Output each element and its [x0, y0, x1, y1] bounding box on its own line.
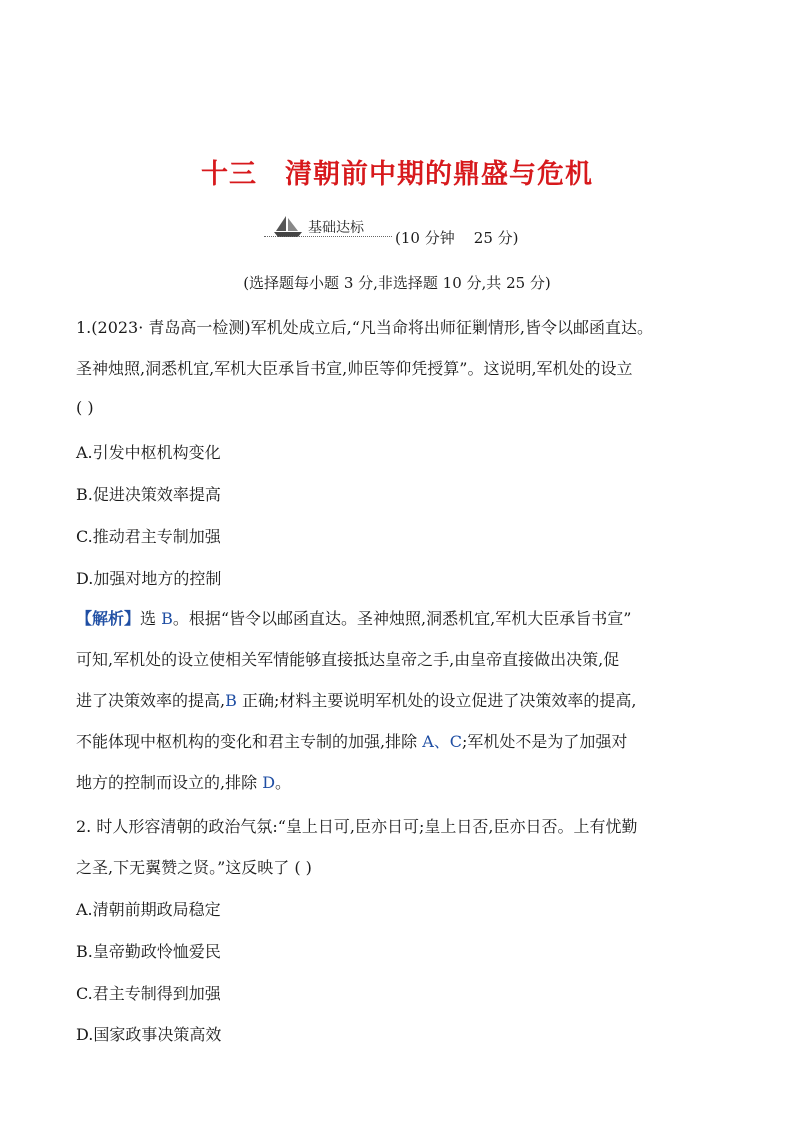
analysis-text: 正确;材料主要说明军机处的设立促进了决策效率的提高,	[236, 691, 637, 710]
q2-stem-line-2: 之圣,下无翼赞之贤。”这反映了 ( )	[76, 858, 312, 877]
sailboat-icon	[272, 214, 306, 238]
q1-analysis-line-3	[76, 688, 726, 711]
q2-option-a: A.清朝前期政局稳定	[76, 900, 221, 919]
analysis-text: 地方的控制而设立的,排除	[76, 773, 263, 792]
q1-stem-line-2: 圣神烛照,洞悉机宜,军机大臣承旨书宣,帅臣等仰凭授算”。这说明,军机处的设立	[76, 359, 633, 378]
q1-option-c: C.推动君主专制加强	[76, 527, 221, 546]
q1-stem-line-1: 1.(2023· 青岛高一检测)军机处成立后,“凡当命将出师征剿情形,皆令以邮函直达。	[76, 318, 653, 337]
q1-option-b: B.促进决策效率提高	[76, 485, 221, 504]
analysis-text: 。根据“皆令以邮函直达。圣神烛照,洞悉机宜,军机大臣承旨书宣”	[172, 609, 632, 628]
q1-option-d: D.加强对地方的控制	[76, 569, 222, 588]
analysis-text: ;军机处不是为了加强对	[462, 732, 628, 751]
q1-answer-blank: ( )	[76, 398, 94, 417]
section-header	[262, 214, 562, 250]
analysis-text: 选	[140, 609, 162, 628]
analysis-tag: 【解析】	[76, 609, 141, 628]
analysis-text: 不能体现中枢机构的变化和君主专制的加强,排除	[76, 732, 423, 751]
section-time: (10 分钟 25 分)	[395, 229, 519, 247]
q2-stem-line-1: 2. 时人形容清朝的政治气氛:“皇上日可,臣亦日可;皇上日否,臣亦日否。上有忧勤	[76, 817, 638, 836]
q1-analysis-line-2: 可知,军机处的设立使相关军情能够直接抵达皇帝之手,由皇帝直接做出决策,促	[76, 650, 620, 669]
q1-analysis-line-1	[76, 606, 726, 629]
analysis-answer-ref: B	[225, 691, 237, 710]
analysis-answer: B	[161, 609, 173, 628]
q2-option-c: C.君主专制得到加强	[76, 984, 221, 1003]
analysis-answer-ref: A、C	[422, 732, 462, 751]
q2-option-d: D.国家政事决策高效	[76, 1025, 222, 1044]
analysis-text: 进了决策效率的提高,	[76, 691, 226, 710]
q1-analysis-line-5	[76, 770, 726, 793]
analysis-answer-ref: D	[262, 773, 276, 792]
analysis-text: 。	[275, 773, 292, 792]
q1-analysis-line-4	[76, 729, 726, 752]
section-label: 基础达标	[308, 220, 364, 236]
title-text: 清朝前中期的鼎盛与危机	[285, 159, 593, 190]
scoring-note: (选择题每小题 3 分,非选择题 10 分,共 25 分)	[243, 274, 551, 292]
q1-option-a: A.引发中枢机构变化	[76, 443, 221, 462]
page-title	[0, 152, 794, 191]
q2-option-b: B.皇帝勤政怜恤爱民	[76, 942, 221, 961]
title-number: 十三	[201, 159, 257, 190]
dotted-underline	[264, 236, 392, 237]
